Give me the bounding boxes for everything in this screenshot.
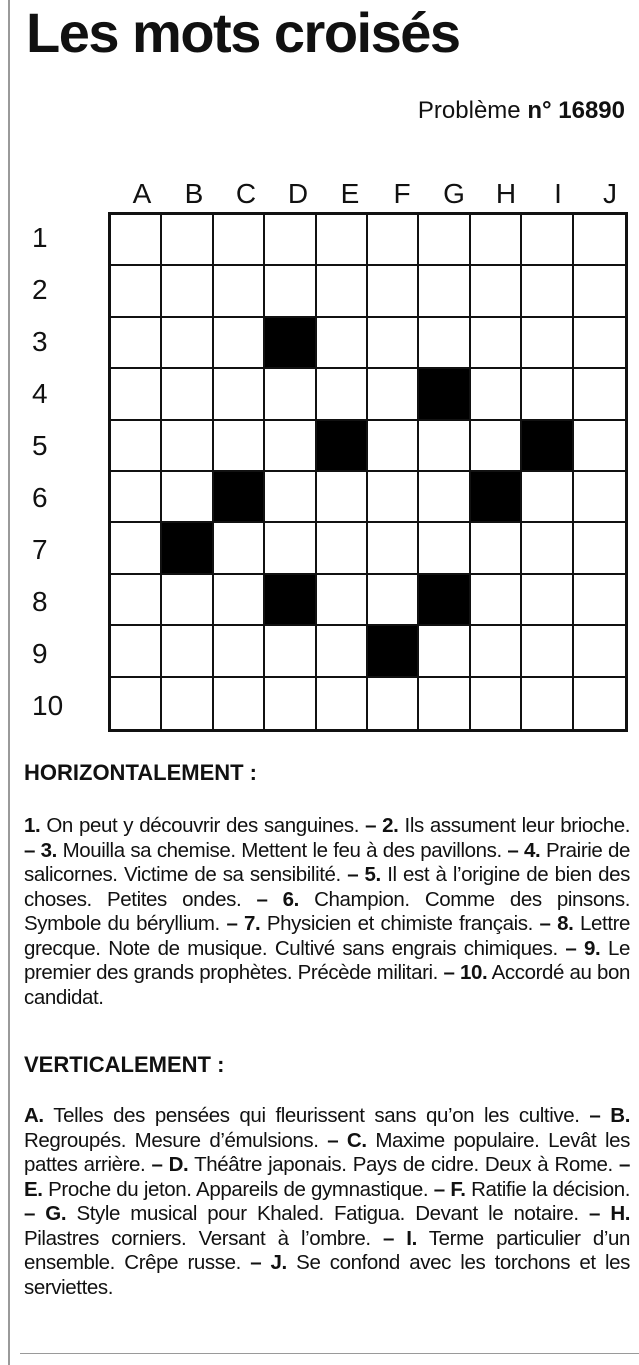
grid-cell[interactable] — [471, 575, 522, 626]
grid-cell[interactable] — [265, 472, 316, 523]
clue-number: – 2. — [365, 814, 399, 837]
clue-text: Telles des pensées qui fleurissent sans qu’on les cultive. — [43, 1104, 580, 1127]
grid-cell[interactable] — [419, 678, 470, 729]
clue-number: – G. — [24, 1202, 67, 1225]
grid-cell[interactable] — [265, 626, 316, 677]
page-title: Les mots croisés — [26, 1, 460, 64]
grid-cell[interactable] — [574, 266, 625, 317]
grid-cell[interactable] — [162, 266, 213, 317]
row-label: 7 — [32, 534, 48, 565]
black-cell — [419, 369, 470, 420]
grid-cell[interactable] — [419, 215, 470, 266]
grid-cell[interactable] — [111, 369, 162, 420]
grid-cell[interactable] — [317, 678, 368, 729]
grid-cell[interactable] — [522, 215, 573, 266]
column-label: H — [495, 178, 517, 209]
row-label: 9 — [32, 638, 48, 669]
grid-cell[interactable] — [574, 421, 625, 472]
grid-cell[interactable] — [574, 575, 625, 626]
black-cell — [162, 523, 213, 574]
grid-cell[interactable] — [574, 678, 625, 729]
clue-text: Ils assument leur brioche. — [398, 814, 630, 837]
horizontal-heading: HORIZONTALEMENT : — [24, 760, 258, 785]
grid-cell[interactable] — [522, 472, 573, 523]
clue-number: – J. — [250, 1251, 287, 1274]
grid-cell[interactable] — [522, 523, 573, 574]
grid-cell[interactable] — [265, 369, 316, 420]
grid-cell[interactable] — [419, 266, 470, 317]
clue-text: Physicien et chimiste français. — [260, 912, 533, 935]
grid-cell[interactable] — [317, 215, 368, 266]
grid-cell[interactable] — [317, 523, 368, 574]
grid-cell[interactable] — [522, 369, 573, 420]
grid-cell[interactable] — [368, 421, 419, 472]
clue-text: Pilastres corniers. Versant à l’ombre. — [24, 1226, 371, 1250]
grid-cell[interactable] — [317, 575, 368, 626]
grid-cell[interactable] — [471, 215, 522, 266]
grid-cell[interactable] — [574, 523, 625, 574]
clue-text: Accordé au bon candidat. — [24, 961, 630, 1009]
clue-text: Se confond avec les torchons et les serviettes. — [24, 1251, 630, 1299]
row-label: 8 — [32, 586, 48, 617]
grid-cell[interactable] — [574, 215, 625, 266]
grid-cell[interactable] — [368, 472, 419, 523]
column-label: C — [235, 178, 257, 209]
row-labels — [24, 212, 84, 732]
clue-number: – B. — [589, 1104, 630, 1127]
grid-cell[interactable] — [111, 626, 162, 677]
clue-text: Regroupés. Mesure d’émulsions. — [24, 1128, 319, 1152]
problem-value: 16890 — [558, 97, 625, 124]
grid-cell[interactable] — [522, 318, 573, 369]
grid-cell[interactable] — [419, 318, 470, 369]
grid-cell[interactable] — [265, 678, 316, 729]
grid-cell[interactable] — [522, 575, 573, 626]
grid-cell[interactable] — [265, 266, 316, 317]
grid-cell[interactable] — [317, 266, 368, 317]
grid-cell[interactable] — [317, 369, 368, 420]
clue-number: – E. — [24, 1153, 630, 1201]
black-cell — [265, 318, 316, 369]
clue-number: – D. — [151, 1153, 189, 1176]
grid-cell[interactable] — [368, 523, 419, 574]
black-cell — [522, 421, 573, 472]
grid-cell[interactable] — [111, 318, 162, 369]
grid-cell[interactable] — [111, 266, 162, 317]
grid-cell[interactable] — [162, 215, 213, 266]
grid-cell[interactable] — [162, 678, 213, 729]
row-label: 1 — [32, 222, 48, 253]
clue-text: Ratifie la décision. — [465, 1177, 630, 1201]
clue-text: Terme particulier d’un ensemble. Crêpe russe. — [24, 1226, 630, 1274]
grid-cell[interactable] — [522, 266, 573, 317]
clue-number: – F. — [433, 1177, 466, 1201]
column-label: D — [287, 178, 309, 209]
horizontal-clues — [24, 814, 630, 1010]
crossword-grid — [108, 212, 628, 732]
clue-text: Proche du jeton. Appareils de gymnastique. — [42, 1177, 429, 1201]
black-cell — [419, 575, 470, 626]
grid-cell[interactable] — [162, 421, 213, 472]
clue-text: Le premier des grands prophètes. Précède militari. — [24, 936, 631, 984]
black-cell — [368, 626, 419, 677]
grid-cell[interactable] — [162, 369, 213, 420]
grid-cell[interactable] — [265, 215, 316, 266]
clue-text: Mouilla sa chemise. Mettent le feu à des pavillons. — [56, 838, 502, 862]
grid-cell[interactable] — [162, 626, 213, 677]
column-label: A — [132, 178, 152, 209]
column-label: E — [340, 178, 360, 209]
grid-cell[interactable] — [368, 678, 419, 729]
grid-cell[interactable] — [214, 523, 265, 574]
clue-text: Maxime populaire. Levât les pattes arrière. — [24, 1128, 630, 1176]
grid-cell[interactable] — [471, 266, 522, 317]
grid-cell[interactable] — [162, 575, 213, 626]
clue-text: Lettre grecque. Note de musique. Cultivé sans engrais chimiques. — [24, 912, 631, 960]
column-label: F — [393, 178, 411, 209]
clue-text: Théâtre japonais. Pays de cidre. Deux à Rome. — [188, 1153, 613, 1176]
column-label: J — [603, 178, 617, 209]
problem-label: n° — [527, 97, 552, 124]
grid-cell[interactable] — [574, 626, 625, 677]
grid-cell[interactable] — [317, 472, 368, 523]
grid-cell[interactable] — [317, 318, 368, 369]
grid-cell[interactable] — [471, 626, 522, 677]
clue-number: – 4. — [507, 838, 541, 862]
grid-cell[interactable] — [214, 575, 265, 626]
grid-cell[interactable] — [111, 472, 162, 523]
grid-cell[interactable] — [471, 523, 522, 574]
grid-cell[interactable] — [522, 626, 573, 677]
left-rule — [8, 0, 10, 1365]
clue-number: – 10. — [443, 961, 488, 984]
column-label: B — [184, 178, 204, 209]
grid-cell[interactable] — [111, 421, 162, 472]
row-label: 6 — [32, 482, 48, 513]
grid-cell[interactable] — [419, 421, 470, 472]
row-label: 3 — [32, 326, 48, 357]
grid-cell[interactable] — [419, 472, 470, 523]
grid-cell[interactable] — [214, 369, 265, 420]
row-label: 2 — [32, 274, 48, 305]
grid-cell[interactable] — [574, 472, 625, 523]
clue-text: Prairie de salicornes. Victime de sa sensibilité. — [24, 838, 631, 886]
clue-number: A. — [24, 1104, 44, 1127]
grid-cell[interactable] — [471, 369, 522, 420]
clue-text: Champion. Comme des pinsons. Symbole du béryllium. — [24, 887, 631, 935]
grid-cell[interactable] — [368, 318, 419, 369]
vertical-heading: VERTICALEMENT : — [24, 1052, 225, 1077]
grid-cell[interactable] — [368, 369, 419, 420]
clue-number: – 5. — [347, 863, 381, 886]
grid-cell[interactable] — [471, 678, 522, 729]
clue-number: – 7. — [226, 912, 261, 935]
problem-number — [418, 96, 625, 126]
grid-cell[interactable] — [214, 678, 265, 729]
column-labels — [116, 178, 636, 210]
grid-cell[interactable] — [162, 472, 213, 523]
grid-cell[interactable] — [214, 421, 265, 472]
black-cell — [214, 472, 265, 523]
column-label: G — [443, 178, 465, 209]
clue-number: – 6. — [256, 887, 299, 911]
clue-number: – H. — [589, 1202, 631, 1225]
grid-cell[interactable] — [574, 369, 625, 420]
row-label: 4 — [32, 378, 48, 409]
grid-cell[interactable] — [111, 215, 162, 266]
grid-cell[interactable] — [111, 678, 162, 729]
grid-cell[interactable] — [214, 318, 265, 369]
grid-cell[interactable] — [574, 318, 625, 369]
clue-number: – 8. — [539, 912, 574, 935]
clue-number: – I. — [382, 1226, 417, 1250]
vertical-clues — [24, 1104, 630, 1300]
bottom-rule — [20, 1353, 639, 1354]
grid-cell[interactable] — [471, 318, 522, 369]
grid-cell[interactable] — [111, 523, 162, 574]
clue-text: Style musical pour Khaled. Fatigua. Devant le notaire. — [66, 1202, 579, 1225]
black-cell — [317, 421, 368, 472]
row-label: 5 — [32, 430, 48, 461]
clue-number: – 3. — [24, 838, 57, 862]
black-cell — [265, 575, 316, 626]
clue-number: 1. — [24, 814, 41, 837]
grid-cell[interactable] — [522, 678, 573, 729]
grid-cell[interactable] — [214, 266, 265, 317]
column-label: I — [554, 178, 562, 209]
grid-cell[interactable] — [214, 626, 265, 677]
row-label: 10 — [32, 690, 64, 721]
clue-text: Il est à l’origine de bien des choses. Petites ondes. — [24, 863, 631, 911]
clue-number: – 9. — [565, 936, 601, 960]
grid-cell[interactable] — [419, 626, 470, 677]
grid-cell[interactable] — [471, 421, 522, 472]
grid-cell[interactable] — [368, 266, 419, 317]
black-cell — [471, 472, 522, 523]
grid-cell[interactable] — [317, 626, 368, 677]
clue-text: On peut y découvrir des sanguines. — [40, 814, 360, 837]
grid-cell[interactable] — [265, 523, 316, 574]
grid-cell[interactable] — [162, 318, 213, 369]
problem-prefix: Problème — [417, 97, 528, 124]
grid-cell[interactable] — [214, 215, 265, 266]
grid-cell[interactable] — [265, 421, 316, 472]
grid-cell[interactable] — [111, 575, 162, 626]
grid-cell[interactable] — [419, 523, 470, 574]
grid-cell[interactable] — [368, 215, 419, 266]
clue-number: – C. — [327, 1128, 367, 1152]
grid-cell[interactable] — [368, 575, 419, 626]
